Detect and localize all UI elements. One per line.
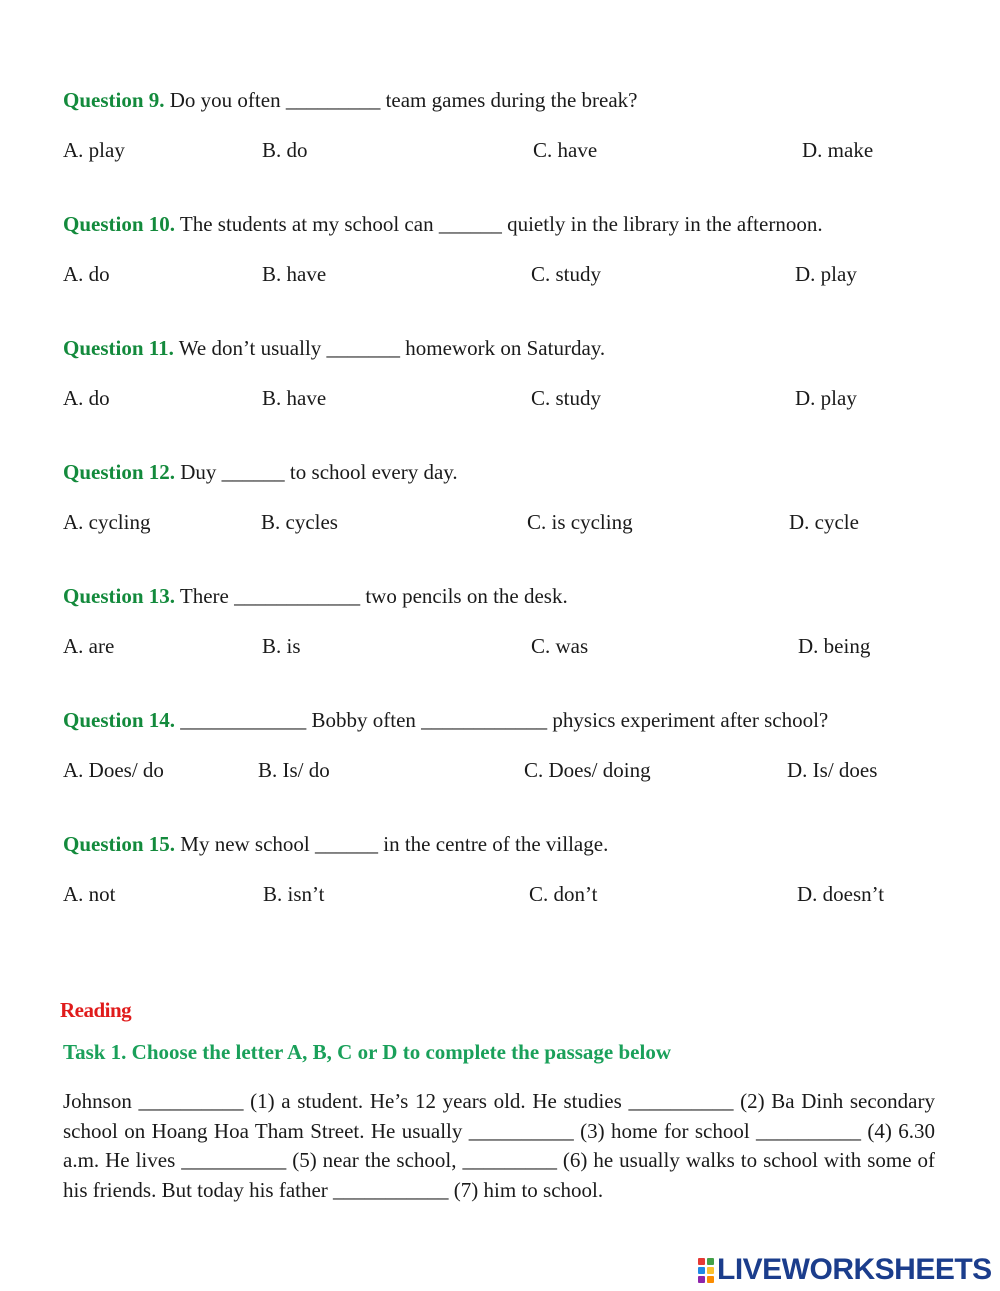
question-text: ____________ Bobby often ____________ physics experiment after school? <box>175 708 829 732</box>
question-14 <box>63 708 828 733</box>
liveworksheets-logo <box>698 1254 992 1286</box>
option-a[interactable]: A. Does/ do <box>63 758 164 782</box>
option-c[interactable]: C. have <box>533 138 598 162</box>
question-11 <box>63 336 605 361</box>
option-c[interactable]: C. don’t <box>529 882 598 906</box>
logo-cell <box>698 1267 705 1274</box>
option-d[interactable]: D. doesn’t <box>797 882 885 906</box>
option-c[interactable]: C. was <box>531 634 589 658</box>
option-b[interactable]: B. cycles <box>261 510 338 534</box>
question-text: My new school ______ in the centre of the village. <box>175 832 609 856</box>
logo-cell <box>707 1258 714 1265</box>
logo-cell <box>698 1258 705 1265</box>
option-d[interactable]: D. play <box>795 262 857 286</box>
reading-heading: Reading <box>60 998 132 1022</box>
option-d[interactable]: D. cycle <box>789 510 859 534</box>
option-b[interactable]: B. isn’t <box>263 882 325 906</box>
option-b[interactable]: B. do <box>262 138 308 162</box>
question-text: Do you often _________ team games during the break? <box>164 88 638 112</box>
task-instruction: Task 1. Choose the letter A, B, C or D to complete the passage below <box>63 1040 671 1064</box>
option-a[interactable]: A. play <box>63 138 125 162</box>
option-d[interactable]: D. play <box>795 386 857 410</box>
question-10 <box>63 212 823 237</box>
option-c[interactable]: C. study <box>531 262 602 286</box>
question-text: The students at my school can ______ quietly in the library in the afternoon. <box>175 212 823 236</box>
option-a[interactable]: A. are <box>63 634 115 658</box>
question-12 <box>63 460 458 485</box>
option-a[interactable]: A. cycling <box>63 510 151 534</box>
logo-cell <box>698 1276 705 1283</box>
option-d[interactable]: D. Is/ does <box>787 758 878 782</box>
question-text: We don’t usually _______ homework on Saturday. <box>173 336 606 360</box>
option-b[interactable]: B. Is/ do <box>258 758 330 782</box>
option-a[interactable]: A. not <box>63 882 116 906</box>
option-b[interactable]: B. have <box>262 386 327 410</box>
option-b[interactable]: B. have <box>262 262 327 286</box>
question-number: Question 12. <box>63 460 176 484</box>
question-number: Question 9. <box>63 88 165 112</box>
question-number: Question 10. <box>63 212 176 236</box>
question-9 <box>63 88 637 113</box>
option-c[interactable]: C. Does/ doing <box>524 758 651 782</box>
option-a[interactable]: A. do <box>63 386 110 410</box>
question-text: There ____________ two pencils on the desk. <box>175 584 568 608</box>
logo-grid-icon <box>698 1258 714 1283</box>
option-c[interactable]: C. study <box>531 386 602 410</box>
option-b[interactable]: B. is <box>262 634 301 658</box>
logo-text: LIVEWORKSHEETS <box>717 1253 992 1286</box>
option-d[interactable]: D. make <box>802 138 874 162</box>
question-number: Question 15. <box>63 832 176 856</box>
question-number: Question 13. <box>63 584 176 608</box>
question-15 <box>63 832 608 857</box>
reading-passage: Johnson __________ (1) a student. He’s 12 years old. He studies __________ (2) Ba Dinh secondary school on Hoang Hoa Tham Street. He usually __________ (3) home for school __________ (4) 6.30 a.m. He lives __________ (5) near the school, _________ (6) he usually walks to school with some of his friends. But today his father ___________ (7) him to school. <box>63 1089 935 1202</box>
question-number: Question 11. <box>63 336 174 360</box>
question-text: Duy ______ to school every day. <box>175 460 458 484</box>
question-13 <box>63 584 568 609</box>
logo-cell <box>707 1267 714 1274</box>
question-number: Question 14. <box>63 708 176 732</box>
logo-cell <box>707 1276 714 1283</box>
option-d[interactable]: D. being <box>798 634 871 658</box>
option-a[interactable]: A. do <box>63 262 110 286</box>
option-c[interactable]: C. is cycling <box>527 510 633 534</box>
